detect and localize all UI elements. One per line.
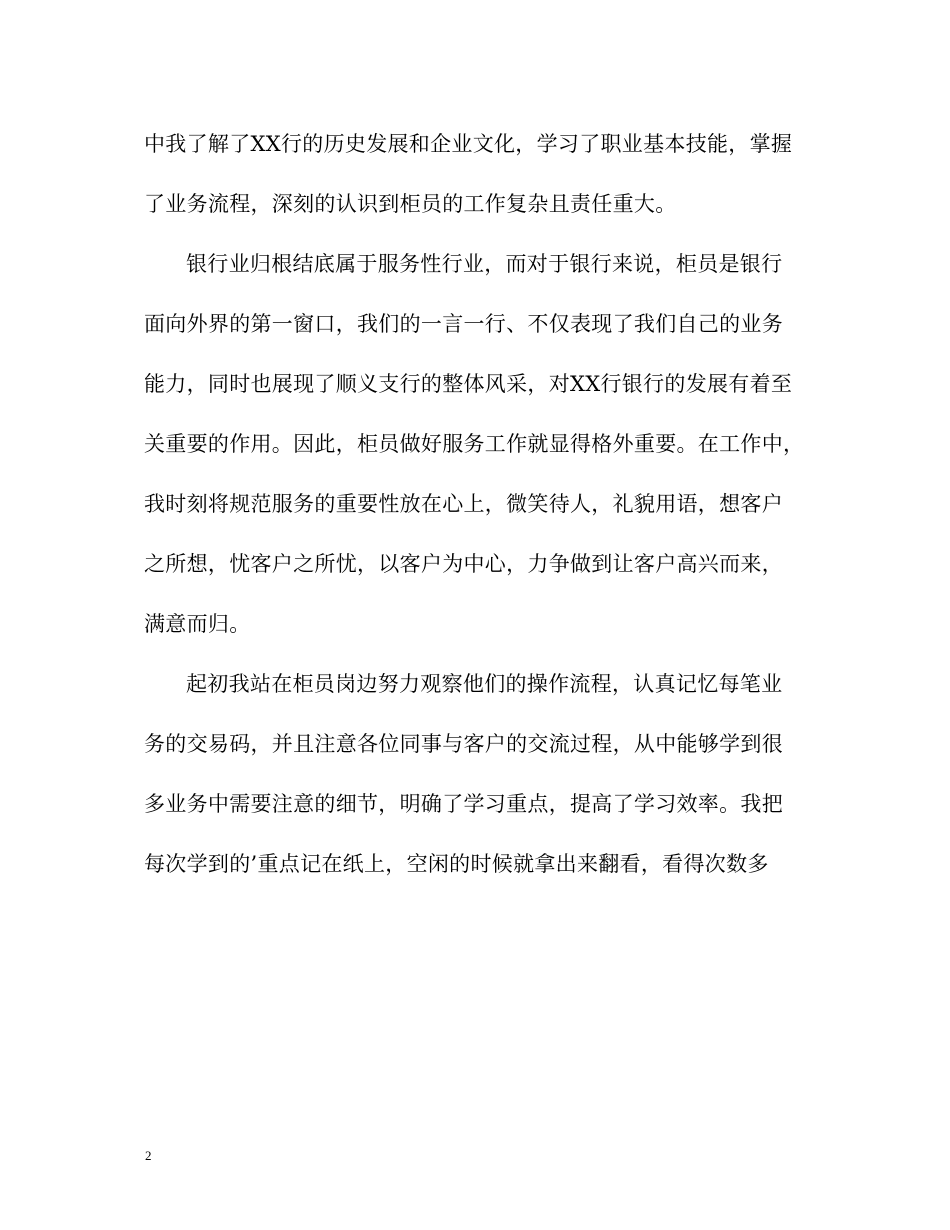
text-line: 关重要的作用。因此，柜员做好服务工作就显得格外重要。在工作中，: [144, 432, 805, 456]
paragraph-start-line: 起初我站在柜员岗边努力观察他们的操作流程，认真记忆每笔业: [186, 672, 783, 696]
text-line: 多业务中需要注意的细节，明确了学习重点，提高了学习效率。我把: [144, 792, 783, 816]
text-line: 之所想，忧客户之所忧，以客户为中心，力争做到让客户高兴而来，: [144, 552, 783, 576]
paragraph-start-line: 银行业归根结底属于服务性行业，而对于银行来说，柜员是银行: [186, 252, 783, 276]
page-number: 2: [145, 1148, 152, 1163]
text-line: 每次学到的’重点记在纸上，空闲的时候就拿出来翻看，看得次数多: [144, 852, 769, 876]
text-line: 满意而归。: [144, 612, 251, 636]
body-text: [144, 120, 814, 900]
text-line: 务的交易码，并且注意各位同事与客户的交流过程，从中能够学到很: [144, 732, 783, 756]
text-line: 中我了解了XX行的历史发展和企业文化，学习了职业基本技能，掌握: [144, 132, 793, 156]
text-line: 我时刻将规范服务的重要性放在心上，微笑待人，礼貌用语，想客户: [144, 492, 783, 516]
text-line: 能力，同时也展现了顺义支行的整体风采，对XX行银行的发展有着至: [144, 372, 793, 396]
text-line: 了业务流程，深刻的认识到柜员的工作复杂且责任重大。: [144, 192, 677, 216]
text-line: 面向外界的第一窗口，我们的一言一行、不仅表现了我们自己的业务: [144, 312, 783, 336]
